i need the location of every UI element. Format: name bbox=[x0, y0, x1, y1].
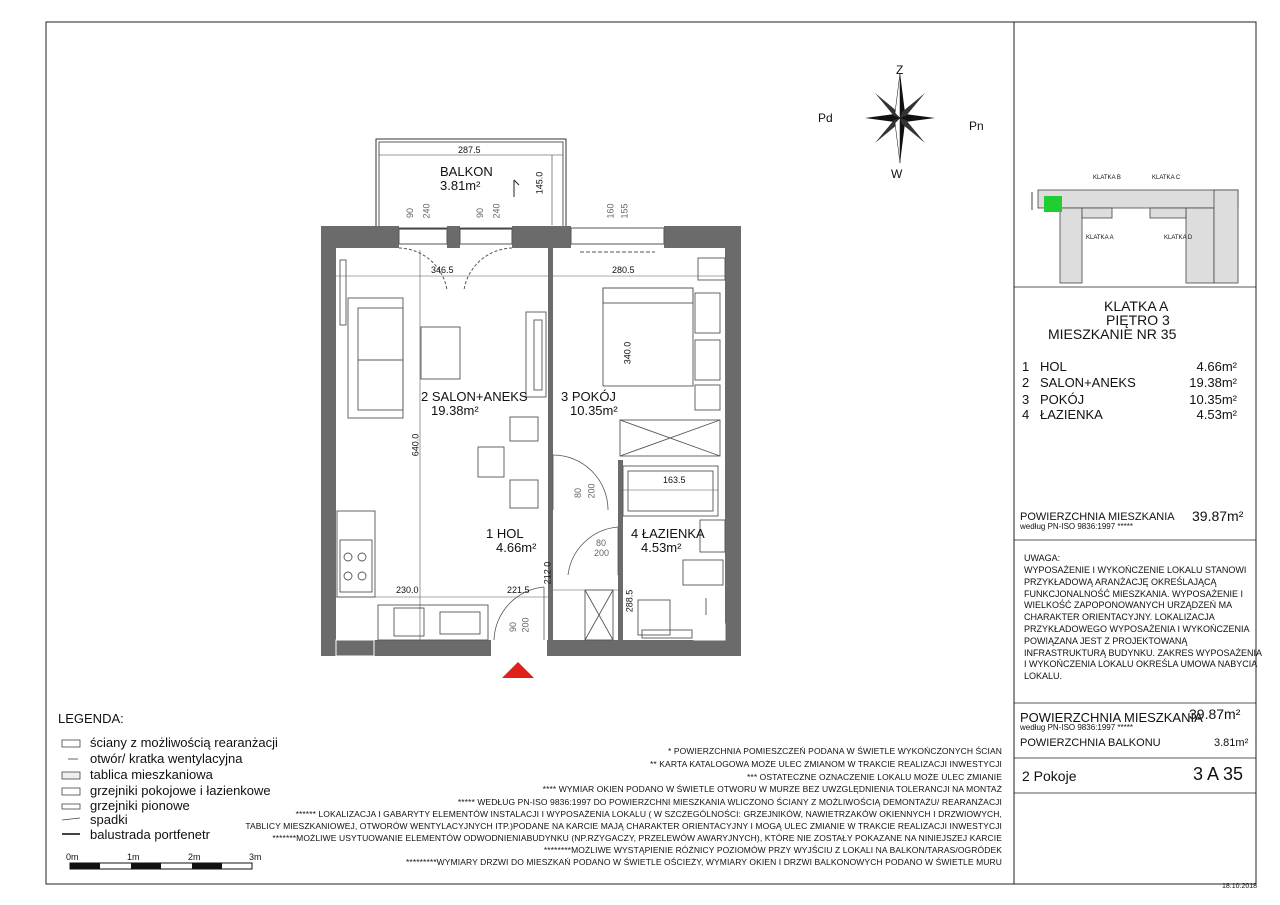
room-hol-area: 4.66m² bbox=[496, 540, 537, 555]
dim-bedroom-depth: 340.0 bbox=[622, 341, 633, 365]
dim-bath-width: 163.5 bbox=[663, 475, 686, 485]
scale-label: 2m bbox=[188, 852, 201, 862]
keyplan-label-a: KLATKA A bbox=[1086, 235, 1114, 241]
dim-salon-width: 346.5 bbox=[431, 265, 454, 275]
compass-west-label: Pd bbox=[818, 111, 833, 125]
furniture bbox=[337, 258, 725, 640]
door-2-w: 80 bbox=[596, 538, 607, 548]
footnote: ********MOŻLIWE WYSTĄPIENIE RÓŻNICY POZIOMÓW PRZY WYJŚCIU Z LOKALI NA BALKON/TARAS/OGRÓDEK bbox=[543, 845, 1002, 855]
balcony-area: 3.81m² bbox=[440, 178, 481, 193]
compass-east-label: Pn bbox=[969, 119, 984, 133]
area-label: POWIERZCHNIA MIESZKANIA bbox=[1020, 511, 1175, 523]
door-3-w: 90 bbox=[508, 621, 519, 633]
legend-item: ściany z możliwością rearanżacji bbox=[90, 735, 278, 750]
dim-hall-depth: 212.0 bbox=[542, 561, 553, 585]
entrance-marker bbox=[502, 662, 534, 678]
balcony-dim-depth: 145.0 bbox=[534, 171, 545, 195]
dim-bedroom-width: 280.5 bbox=[612, 265, 635, 275]
door-2-h: 200 bbox=[594, 548, 610, 558]
balcony-dim-width: 287.5 bbox=[458, 145, 481, 155]
scale-bar bbox=[70, 863, 252, 869]
legend-item: balustrada portfenetr bbox=[90, 827, 210, 842]
apartment-label: MIESZKANIE NR 35 bbox=[1048, 326, 1177, 342]
legend-item: grzejniki pokojowe i łazienkowe bbox=[90, 783, 271, 798]
room-salon-label: 2 SALON+ANEKS bbox=[421, 389, 528, 404]
door-1-w: 80 bbox=[573, 487, 584, 499]
dim-bath-depth: 288.5 bbox=[624, 589, 635, 613]
window-1-h: 240 bbox=[421, 203, 432, 219]
scale-label: 0m bbox=[66, 852, 79, 862]
room-pokoj-area: 10.35m² bbox=[570, 403, 618, 418]
footnote: *** OSTATECZNE OZNACZENIE LOKALU MOŻE ULEC ZMIANIE bbox=[747, 772, 1002, 782]
door-3-h: 200 bbox=[520, 617, 531, 633]
window-3-w: 160 bbox=[605, 203, 616, 219]
dim-kitchen-width: 230.0 bbox=[396, 585, 419, 595]
door-1-h: 200 bbox=[586, 483, 597, 499]
footnote: **** WYMIAR OKIEN PODANO W ŚWIETLE OTWORU W MURZE BEZ UWZGLĘDNIENIA TOLERANCJI NA MONTAŻ bbox=[542, 784, 1002, 794]
key-plan bbox=[1032, 190, 1238, 283]
legend-item: tablica mieszkaniowa bbox=[90, 767, 213, 782]
scale-label: 3m bbox=[249, 852, 262, 862]
window-2-w: 90 bbox=[475, 207, 486, 219]
date-label: 18.10.2018 bbox=[1222, 883, 1258, 890]
area-value: 39.87m² bbox=[1192, 508, 1244, 524]
footnote: ** KARTA KATALOGOWA MOŻE ULEC ZMIANOM W TRAKCIE REALIZACJI INWESTYCJI bbox=[650, 759, 1002, 769]
rooms-count: 2 Pokoje bbox=[1022, 768, 1077, 784]
dim-salon-depth: 640.0 bbox=[410, 433, 421, 457]
stair-label: KLATKA A bbox=[1104, 298, 1169, 314]
footnote: ****** LOKALIZACJA I GABARYTY ELEMENTÓW INSTALACJI I WYPOSAŻENIA LOKALU ( W SZCZEGÓLNOŚCI: GRZEJNIKÓW, NAWIETRZAKÓW OKIENNYCH I DRZWIOWYCH, bbox=[295, 809, 1002, 819]
compass-icon bbox=[865, 73, 935, 163]
room-hol-label: 1 HOL bbox=[486, 526, 524, 541]
note-body: WYPOSAŻENIE I WYKOŃCZENIE LOKALU STANOWI PRZYKŁADOWĄ ARANŻACJĘ OKREŚLAJĄCĄ FUNKCJONALNOŚĆ MIESZKANIA. WYPOSAŻENIE I WIELKOŚĆ ZAPOPONOWANYCH URZĄDZEŃ MA CHARAKTER ORIENTACYJNY. LOKALIZACJA PRZYKŁADOWEGO WYPOSAŻENIA I WYKOŃCZENIA POWIĄZANA JEST Z PROJEKTOWANĄ INFRASTRUKTURĄ BUDYNKU. ZAKRES WYPOSAŻENIA I WYKOŃCZENIA LOKALU OKREŚLA UMOWA NABYCIA LOKALU. bbox=[1024, 565, 1263, 682]
balcony-name: BALKON bbox=[440, 164, 493, 179]
room-lazienka-area: 4.53m² bbox=[641, 540, 682, 555]
balcony-area-value: 3.81m² bbox=[1214, 737, 1249, 749]
footnote: TABLICY MIESZKANIOWEJ, OTWORÓW WENTYLACYJNYCH ITP.)PODANE NA KARCIE MAJĄ CHARAKTER ORIENTACYJNY I MOGĄ ULEC ZMIANIE W TRAKCIE REALIZACJI INWESTYCJI bbox=[245, 821, 1002, 831]
compass-south-label: W bbox=[891, 167, 903, 181]
note-title: UWAGA: bbox=[1024, 553, 1061, 563]
footnote: *********WYMIARY DRZWI DO MIESZKAŃ PODANO W ŚWIETLE OŚCIEŻY, WYMIARY OKIEN I DRZWI BALKONOWYCH PODANO W ŚWIETLE MURU bbox=[406, 857, 1002, 867]
footnote: * POWIERZCHNIA POMIESZCZEŃ PODANA W ŚWIETLE WYKOŃCZONYCH ŚCIAN bbox=[668, 746, 1002, 756]
room-salon-area: 19.38m² bbox=[431, 403, 479, 418]
area2-value: 39.87m² bbox=[1189, 706, 1241, 722]
area-norm: według PN-ISO 9836:1997 ***** bbox=[1020, 522, 1133, 531]
room-lazienka-label: 4 ŁAZIENKA bbox=[631, 526, 705, 541]
keyplan-label-d: KLATKA D bbox=[1164, 235, 1193, 241]
apartment-code: 3 A 35 bbox=[1193, 764, 1244, 784]
window-2-h: 240 bbox=[491, 203, 502, 219]
room-pokoj-label: 3 POKÓJ bbox=[561, 389, 616, 404]
footnote: *******MOŻLIWE USYTUOWANIE ELEMENTÓW ODWODNIENIABUDYNKU (NP.RZYGACZY, PRZELEWÓW AWARYJNYCH), KTÓRE NIE ZOSTAŁY POKAZANE NA NINIEJSZEJ KARCIE bbox=[272, 833, 1002, 843]
legend-title: LEGENDA: bbox=[58, 711, 124, 726]
window-3-h: 155 bbox=[619, 203, 630, 219]
compass-north-label: Z bbox=[896, 63, 904, 77]
area2-label: POWIERZCHNIA MIESZKANIA bbox=[1020, 710, 1203, 725]
scale-label: 1m bbox=[127, 852, 140, 862]
footnote: ***** WEDŁUG PN-ISO 9836:1997 DO POWIERZCHNI MIESZKANIA WLICZONO ŚCIANY Z MOŻLIWOŚCIĄ DEMONTAŻU/ REARANŻACJI bbox=[457, 797, 1002, 807]
legend-item: grzejniki pionowe bbox=[90, 798, 190, 813]
floor-label: PIĘTRO 3 bbox=[1106, 312, 1170, 328]
window-1-w: 90 bbox=[405, 207, 416, 219]
legend-item: spadki bbox=[90, 812, 128, 827]
area2-norm: według PN-ISO 9836:1997 ***** bbox=[1020, 723, 1133, 732]
legend-item: otwór/ kratka wentylacyjna bbox=[90, 751, 243, 766]
balcony-area-label: POWIERZCHNIA BALKONU bbox=[1020, 737, 1161, 749]
dim-hall-width: 221.5 bbox=[507, 585, 530, 595]
keyplan-label-b: KLATKA B bbox=[1093, 175, 1121, 181]
keyplan-label-c: KLATKA C bbox=[1152, 175, 1181, 181]
